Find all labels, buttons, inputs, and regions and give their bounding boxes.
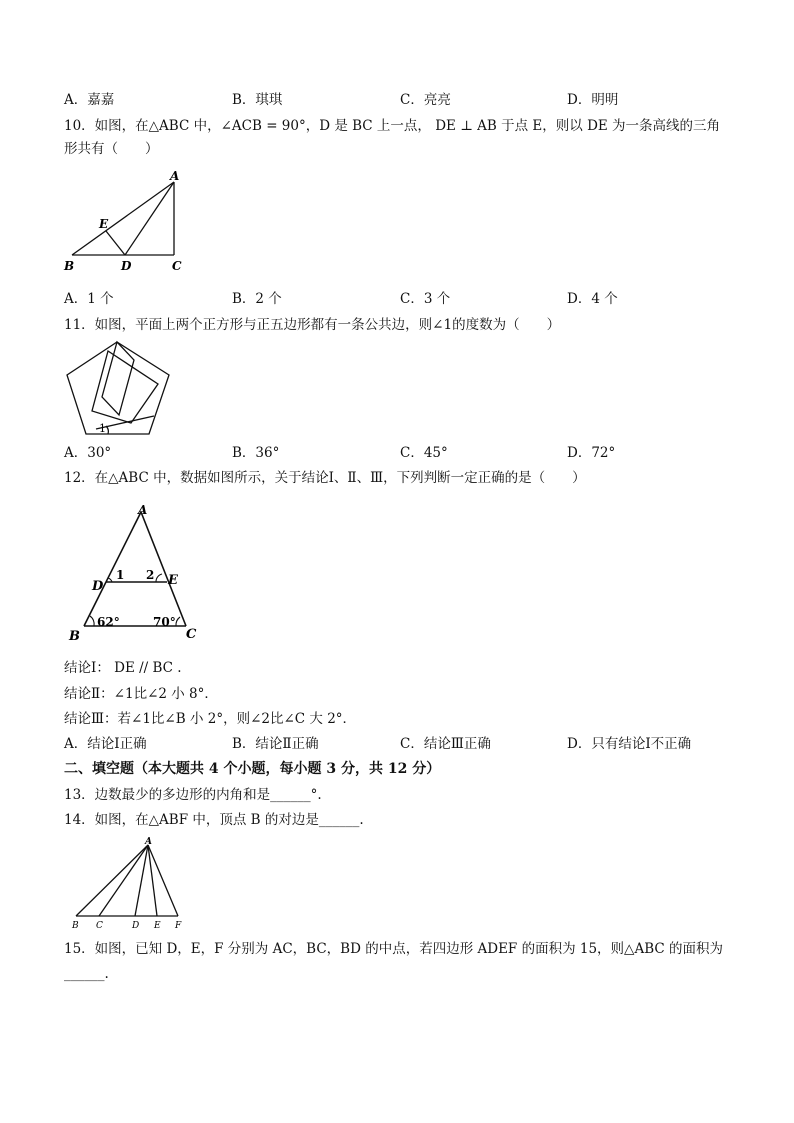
q10-option-a: A．1 个 <box>64 291 114 307</box>
q12-label-b: B <box>69 629 80 644</box>
q12-anglec-arc <box>176 617 180 626</box>
q11-angle-arc <box>106 426 108 434</box>
q10-option-c: C．3 个 <box>400 291 451 307</box>
q14-stem: 14．如图，在△ABF 中，顶点 B 的对边是______. <box>64 812 364 828</box>
q14-label-b: B <box>72 921 79 931</box>
q11-angle-label: 1 <box>99 422 106 435</box>
q11-option-a: A．30° <box>64 445 112 461</box>
q12-angleb-arc <box>90 616 94 626</box>
q11-square-1 <box>102 342 134 415</box>
q14-label-f: F <box>175 921 182 931</box>
q11-option-b: B．36° <box>232 445 280 461</box>
q10-label-b: B <box>64 259 75 273</box>
q12-figure <box>64 502 204 647</box>
q10-option-d: D．4 个 <box>567 291 618 307</box>
q11-option-d: D．72° <box>567 445 616 461</box>
q11-figure <box>62 338 182 438</box>
q11-pentagon <box>67 342 169 434</box>
q10-stem-line1: 10．如图，在△ABC 中，∠ACB = 90°，D 是 BC 上一点， DE ⊥ AB 于点 E，则以 DE 为一条高线的三角 <box>64 118 721 134</box>
q12-option-d: D．只有结论Ⅰ不正确 <box>567 736 692 752</box>
q12-label-a: A <box>138 503 148 517</box>
q12-option-a: A．结论Ⅰ正确 <box>64 736 147 752</box>
q9-option-d: D．明明 <box>567 92 619 108</box>
q14-segment-ac <box>99 845 148 916</box>
q10-label-d: D <box>121 259 132 273</box>
q10-stem-line2: 形共有（ ） <box>64 141 159 157</box>
q10-label-a: A <box>170 169 180 183</box>
q9-option-a: A．嘉嘉 <box>64 92 115 108</box>
q10-option-b: B．2 个 <box>232 291 282 307</box>
q12-label-e: E <box>168 573 178 588</box>
q10-label-e: E <box>99 217 109 231</box>
q12-conclusion-3: 结论Ⅲ：若∠1比∠B 小 2°，则∠2比∠C 大 2°． <box>64 711 357 727</box>
q11-stem: 11．如图，平面上两个正方形与正五边形都有一条公共边，则∠1的度数为（ ） <box>64 317 561 333</box>
q14-label-e: E <box>154 921 161 931</box>
q12-label-c: C <box>186 627 197 642</box>
q9-option-b: B．琪琪 <box>232 92 283 108</box>
q11-option-c: C．45° <box>400 445 448 461</box>
q10-segment-ad <box>125 182 174 255</box>
q12-label-anglec: 70° <box>153 615 176 629</box>
q10-side-ab <box>72 182 174 255</box>
q14-label-d: D <box>132 921 140 931</box>
q14-figure <box>66 836 196 931</box>
q13-stem: 13．边数最少的多边形的内角和是______°. <box>64 787 322 803</box>
q12-side-ab <box>84 512 141 626</box>
q12-conclusion-2: 结论Ⅱ：∠1比∠2 小 8°． <box>64 686 218 702</box>
q12-angle2-arc <box>156 574 162 582</box>
q12-conclusion-1: 结论Ⅰ： DE // BC . <box>64 660 182 676</box>
q12-label-angleb: 62° <box>97 615 120 629</box>
q12-stem: 12．在△ABC 中，数据如图所示，关于结论Ⅰ、Ⅱ、Ⅲ，下列判断一定正确的是（ ） <box>64 470 586 486</box>
q12-option-c: C．结论Ⅲ正确 <box>400 736 491 752</box>
q15-stem-line2: ______. <box>64 966 109 982</box>
q12-option-b: B．结论Ⅱ正确 <box>232 736 319 752</box>
q12-label-d: D <box>92 579 104 594</box>
q14-label-a: A <box>145 837 152 847</box>
q10-segment-de <box>106 231 125 255</box>
q15-stem-line1: 15．如图，已知 D，E，F 分别为 AC，BC，BD 的中点，若四边形 ADEF 的面积为 15，则△ABC 的面积为 <box>64 941 723 957</box>
q9-option-c: C．亮亮 <box>400 92 451 108</box>
q10-label-c: C <box>172 259 182 273</box>
q12-label-angle2: 2 <box>146 568 155 582</box>
section2-heading: 二、填空题（本大题共 4 个小题，每小题 3 分，共 12 分） <box>64 761 441 777</box>
q12-label-angle1: 1 <box>116 568 125 582</box>
q14-label-c: C <box>96 921 103 931</box>
q10-figure <box>62 168 192 278</box>
